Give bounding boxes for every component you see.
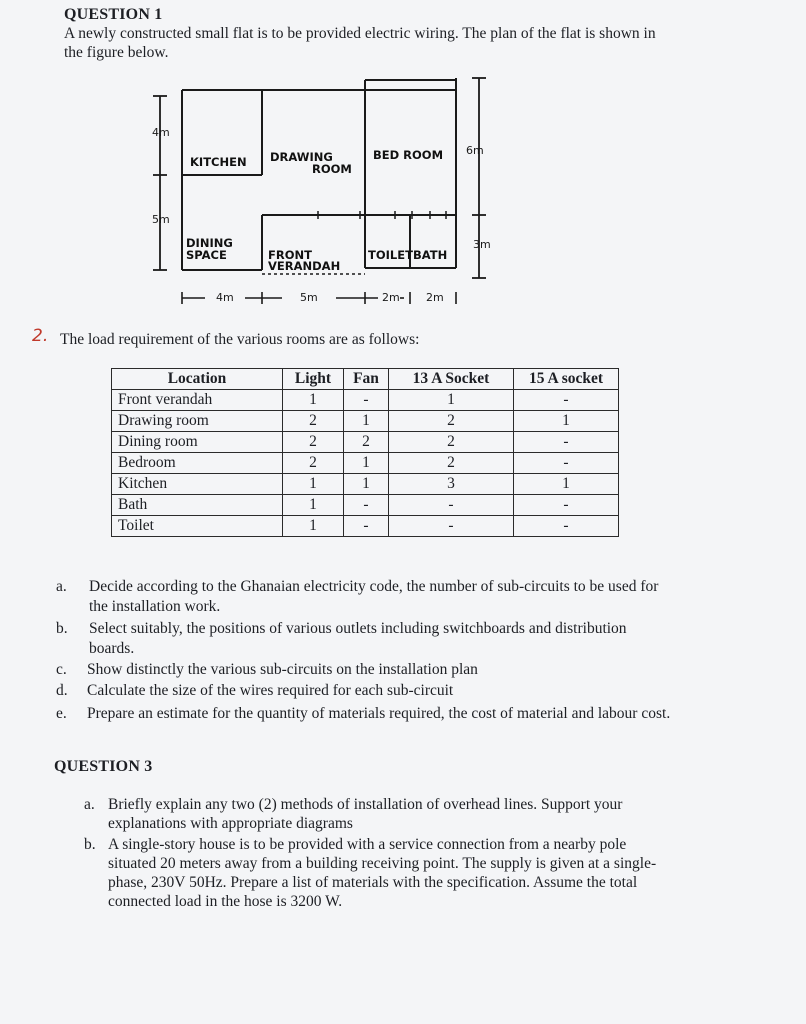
cell-light: 1 bbox=[283, 390, 344, 411]
cell-13a: 3 bbox=[389, 474, 514, 495]
question-1-title: QUESTION 1 bbox=[64, 6, 163, 23]
cell-light: 1 bbox=[283, 495, 344, 516]
cell-15a: 1 bbox=[514, 411, 619, 432]
dim-bottom-4: 2m bbox=[426, 291, 444, 304]
cell-fan: - bbox=[344, 495, 389, 516]
cell-light: 2 bbox=[283, 411, 344, 432]
table-row bbox=[112, 474, 619, 495]
cell-13a: 2 bbox=[389, 453, 514, 474]
dim-left-bottom: 5m bbox=[152, 213, 170, 226]
cell-13a: 1 bbox=[389, 390, 514, 411]
task-text: Prepare an estimate for the quantity of materials required, the cost of material and labour cost. bbox=[87, 705, 671, 722]
room-label-bedroom: BED ROOM bbox=[373, 148, 444, 162]
task-marker: a. bbox=[56, 578, 67, 595]
item-text: Briefly explain any two (2) methods of installation of overhead lines. Support your bbox=[108, 796, 623, 813]
cell-15a: 1 bbox=[514, 474, 619, 495]
room-label-toilet: TOILET bbox=[368, 248, 413, 262]
cell-15a: - bbox=[514, 453, 619, 474]
task-text: boards. bbox=[89, 640, 135, 657]
cell-fan: - bbox=[344, 516, 389, 537]
header-15a-socket: 15 A socket bbox=[514, 369, 619, 390]
task-text: the installation work. bbox=[89, 598, 221, 615]
cell-fan: 2 bbox=[344, 432, 389, 453]
cell-fan: 1 bbox=[344, 474, 389, 495]
item-text: explanations with appropriate diagrams bbox=[108, 815, 353, 832]
task-marker: c. bbox=[56, 661, 67, 678]
table-row bbox=[112, 432, 619, 453]
item-text: phase, 230V 50Hz. Prepare a list of materials with the specification. Assume the total bbox=[108, 874, 638, 891]
table-row bbox=[112, 516, 619, 537]
cell-15a: - bbox=[514, 390, 619, 411]
cell-15a: - bbox=[514, 432, 619, 453]
task-marker: b. bbox=[56, 620, 68, 637]
cell-light: 2 bbox=[283, 432, 344, 453]
task-text: Select suitably, the positions of various outlets including switchboards and distribution bbox=[89, 620, 627, 637]
task-text: Calculate the size of the wires required for each sub-circuit bbox=[87, 682, 454, 699]
dim-right-top: 6m bbox=[466, 144, 484, 157]
header-light: Light bbox=[283, 369, 344, 390]
cell-light: 1 bbox=[283, 474, 344, 495]
table-row bbox=[112, 411, 619, 432]
table-header-row bbox=[112, 369, 619, 390]
room-label-dining: DINING bbox=[186, 236, 233, 250]
handwritten-question-number: 2. bbox=[32, 326, 49, 346]
cell-location: Bedroom bbox=[112, 453, 283, 474]
question-1-intro-line-2: the figure below. bbox=[64, 44, 169, 61]
room-label-bath: BATH bbox=[413, 248, 448, 262]
item-text: A single-story house is to be provided with a service connection from a nearby pole bbox=[108, 836, 627, 853]
room-label-front: FRONT bbox=[268, 248, 312, 262]
header-location: Location bbox=[112, 369, 283, 390]
cell-location: Kitchen bbox=[112, 474, 283, 495]
cell-fan: 1 bbox=[344, 411, 389, 432]
dim-bottom-2: 5m bbox=[300, 291, 318, 304]
dim-bottom-1: 4m bbox=[216, 291, 234, 304]
table-row bbox=[112, 495, 619, 516]
task-marker: e. bbox=[56, 705, 67, 722]
cell-location: Dining room bbox=[112, 432, 283, 453]
dim-left-top: 4m bbox=[152, 126, 170, 139]
item-marker: a. bbox=[84, 796, 95, 813]
cell-15a: - bbox=[514, 495, 619, 516]
task-marker: d. bbox=[56, 682, 68, 699]
table-row bbox=[112, 390, 619, 411]
room-label-space: SPACE bbox=[186, 248, 227, 262]
cell-location: Toilet bbox=[112, 516, 283, 537]
cell-light: 1 bbox=[283, 516, 344, 537]
table-row bbox=[112, 453, 619, 474]
floor-plan bbox=[0, 0, 806, 330]
cell-light: 2 bbox=[283, 453, 344, 474]
dim-bottom-3: 2m bbox=[382, 291, 400, 304]
question-1-intro-line-1: A newly constructed small flat is to be provided electric wiring. The plan of the flat is shown in bbox=[64, 25, 656, 42]
load-table bbox=[111, 368, 619, 537]
question-3-title: QUESTION 3 bbox=[54, 758, 153, 775]
cell-13a: - bbox=[389, 516, 514, 537]
cell-location: Drawing room bbox=[112, 411, 283, 432]
dim-right-bottom: 3m bbox=[473, 238, 491, 251]
cell-location: Bath bbox=[112, 495, 283, 516]
task-text: Show distinctly the various sub-circuits on the installation plan bbox=[87, 661, 478, 678]
task-text: Decide according to the Ghanaian electricity code, the number of sub-circuits to be used for bbox=[89, 578, 659, 595]
item-marker: b. bbox=[84, 836, 96, 853]
room-label-drawing-room: ROOM bbox=[312, 162, 352, 176]
header-fan: Fan bbox=[344, 369, 389, 390]
cell-location: Front verandah bbox=[112, 390, 283, 411]
room-label-verandah: VERANDAH bbox=[268, 259, 341, 273]
room-label-kitchen: KITCHEN bbox=[190, 155, 247, 169]
item-text: connected load in the hose is 3200 W. bbox=[108, 893, 343, 910]
cell-13a: 2 bbox=[389, 411, 514, 432]
cell-15a: - bbox=[514, 516, 619, 537]
item-text: situated 20 meters away from a building receiving point. The supply is given at a single- bbox=[108, 855, 657, 872]
cell-13a: - bbox=[389, 495, 514, 516]
header-13a-socket: 13 A Socket bbox=[389, 369, 514, 390]
room-label-drawing: DRAWING bbox=[270, 150, 333, 164]
cell-fan: 1 bbox=[344, 453, 389, 474]
cell-13a: 2 bbox=[389, 432, 514, 453]
load-intro: The load requirement of the various rooms are as follows: bbox=[60, 331, 420, 348]
cell-fan: - bbox=[344, 390, 389, 411]
